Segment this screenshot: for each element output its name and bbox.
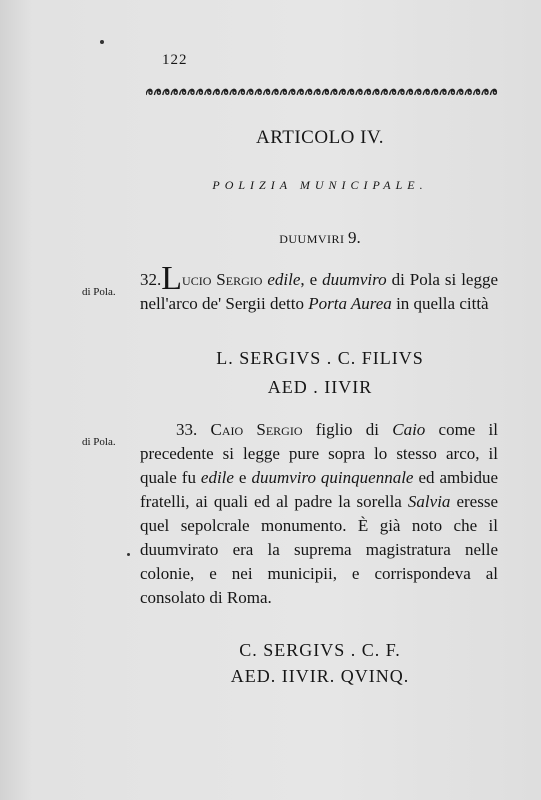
- ornament-scroll: [154, 89, 160, 95]
- ornament-scroll: [163, 89, 169, 95]
- entry-33-paragraph: [140, 418, 498, 610]
- text-run: , e: [300, 270, 323, 289]
- ornament-scroll: [448, 89, 454, 95]
- text-run: ed ambidue fratelli, ai quali ed al padre la sorella: [140, 468, 498, 511]
- ornament-scroll: [390, 89, 396, 95]
- speck: [127, 553, 130, 556]
- section-title: POLIZIA MUNICIPALE.: [212, 178, 428, 192]
- ornament-scroll: [171, 89, 177, 95]
- ornament-scroll: [180, 89, 186, 95]
- italic-run: Porta Aurea: [308, 294, 392, 313]
- inscription-33-line2: AED. IIVIR. QVINQ.: [230, 666, 410, 686]
- ornament-scroll: [272, 89, 278, 95]
- italic-run: duumviro quinquennale: [251, 468, 414, 487]
- ornament-scroll: [432, 89, 438, 95]
- text-run: eresse quel sepolcrale monumento. È già noto che il duumvirato era la suprema magistratura nelle colonie, e nei municipii, e corrispondeva al consolato di Roma.: [140, 492, 499, 607]
- ornament-scroll: [255, 89, 261, 95]
- subheading-number: 9.: [348, 228, 361, 247]
- entry-33-name: Caio Sergio: [210, 420, 303, 439]
- entry-33-number: 33.: [176, 420, 198, 439]
- ornament-scroll: [264, 89, 270, 95]
- entry-32-dropcap: L: [161, 260, 183, 297]
- text-run: come il precedente si legge pure sopra lo stesso arco, il quale fu: [140, 420, 499, 487]
- subheading: [150, 228, 490, 248]
- text-run: in quella città: [391, 294, 489, 313]
- ornament-scroll: [482, 89, 488, 95]
- italic-run: Salvia: [407, 492, 451, 511]
- ornament-scroll: [364, 89, 370, 95]
- ornament-scroll: [306, 89, 312, 95]
- article-title: ARTICOLO IV.: [255, 127, 384, 148]
- ornament-scroll: [205, 89, 211, 95]
- italic-run: duumviro: [322, 270, 387, 289]
- margin-note-33: di Pola.: [82, 436, 116, 448]
- text-run: e: [233, 468, 252, 487]
- ornament-scroll: [474, 89, 480, 95]
- ornament-scroll: [465, 89, 471, 95]
- ornament-scroll: [247, 89, 253, 95]
- italic-run: edile: [200, 468, 234, 487]
- ornament-scroll: [297, 89, 303, 95]
- ornament-scroll: [356, 89, 362, 95]
- entry-32-name: ucio Sergio: [182, 270, 263, 289]
- entry-32-number: 32.: [140, 270, 162, 289]
- text-run: figlio di: [302, 420, 393, 439]
- inscription-32-line2: AED . IIVIR: [267, 377, 373, 397]
- ornament-scroll: [146, 89, 152, 95]
- italic-run: Caio: [392, 420, 426, 439]
- ornament-scroll: [222, 89, 228, 95]
- ornament-scroll: [415, 89, 421, 95]
- ornament-scroll: [289, 89, 295, 95]
- speck: [100, 40, 104, 44]
- page-number: 122: [162, 52, 188, 68]
- ornament-scroll: [398, 89, 404, 95]
- ornament-scroll: [490, 89, 496, 95]
- ornament-scroll: [188, 89, 194, 95]
- ornament-scroll: [196, 89, 202, 95]
- ornamental-rule: [146, 86, 498, 98]
- ornament-scroll: [314, 89, 320, 95]
- ornament-scroll: [381, 89, 387, 95]
- inscription-32-line1: L. SERGIVS . C. FILIVS: [216, 348, 424, 368]
- ornament-scroll: [322, 89, 328, 95]
- ornament-scroll: [238, 89, 244, 95]
- entry-33-body: [140, 420, 498, 607]
- margin-note-32: di Pola.: [82, 286, 116, 298]
- ornament-scroll: [348, 89, 354, 95]
- ornament-scroll: [440, 89, 446, 95]
- text-run: di Pola si legge nell'arco de' Sergii detto: [140, 270, 499, 313]
- ornament-scroll: [280, 89, 286, 95]
- entry-32-paragraph: [140, 260, 499, 316]
- italic-run: edile: [267, 270, 301, 289]
- ornament-scroll: [457, 89, 463, 95]
- ornament-scroll: [213, 89, 219, 95]
- subheading-label: DUUMVIRI: [279, 232, 345, 246]
- ornament-scroll: [230, 89, 236, 95]
- ornament-scroll: [406, 89, 412, 95]
- inscription-33-line1: C. SERGIVS . C. F.: [239, 640, 401, 660]
- ornament-scroll: [339, 89, 345, 95]
- ornament-scroll: [373, 89, 379, 95]
- ornament-scroll: [331, 89, 337, 95]
- ornament-scroll: [423, 89, 429, 95]
